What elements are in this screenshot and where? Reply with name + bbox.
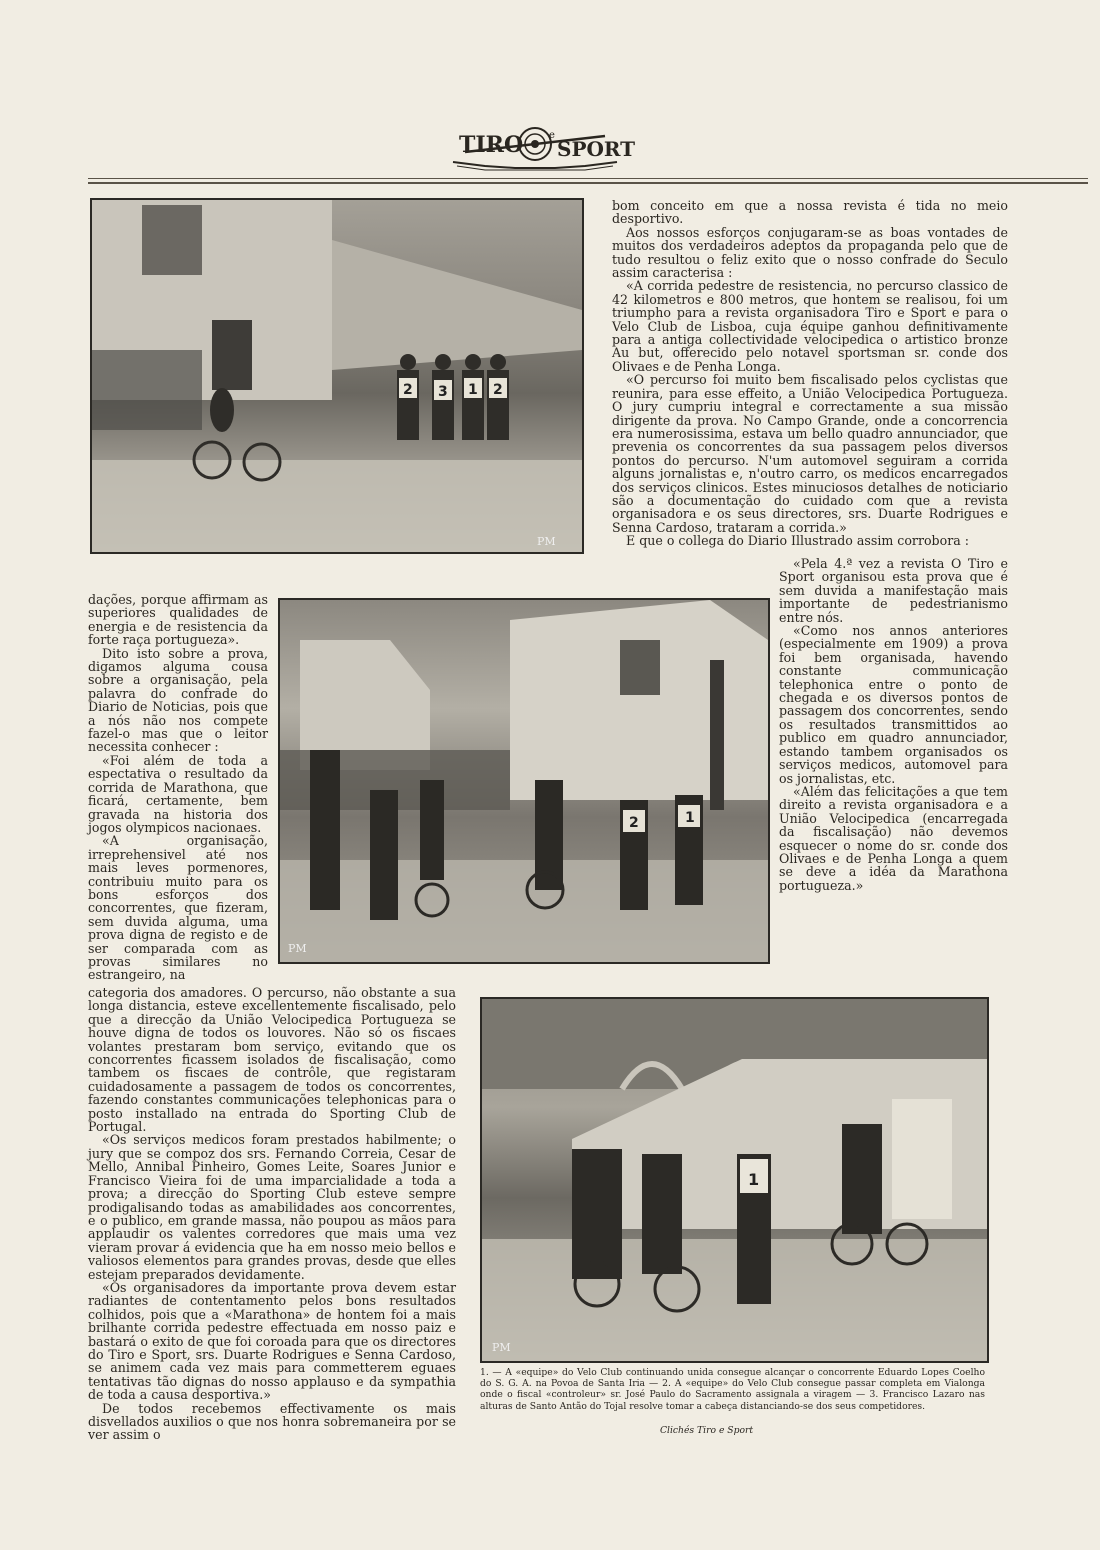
column-left-narrow <box>88 593 268 982</box>
paragraph: dações, porque affirmam as superiores qualidades de energia e de resistencia da forte raça portugueza». <box>88 592 268 648</box>
photo-credit: Clichés Tiro e Sport <box>660 1425 754 1436</box>
paragraph: Aos nossos esforços conjugaram-se as boas vontades de muitos dos verdadeiros adeptos da propaganda pelo que de tudo resultou o feliz exito que o nosso confrade do Seculo assim caracterisa : <box>612 224 1008 281</box>
paragraph: «A corrida pedestre de resistencia, no percurso classico de 42 kilometros e 800 metros, que hontem se realisou, foi um triumpho para a revista organisadora Tiro e Sport e para o Velo Club de Lisboa, cuja équipe ganhou definitivamente para a antiga collectividade velocipedica o artistico bronze Au but, offerecido pelo notavel sportsman sr. conde dos Olivaes e de Penha Longa. <box>612 278 1008 374</box>
svg-text:e: e <box>549 130 555 141</box>
bib-number: 3 <box>438 384 448 400</box>
svg-text:TIRO: TIRO <box>459 132 524 158</box>
masthead-logo <box>445 122 636 174</box>
paragraph: «Além das felicitações a que tem direito a revista organisadora e a União Velocipedica (encarregada da fiscalisação) não devemos esquecer o nome do sr. conde dos Olivaes e de Penha Longa a quem se deve a idéa da Marathona portugueza.» <box>779 783 1008 893</box>
paragraph: «O percurso foi muito bem fiscalisado pelos cyclistas que reunira, para esse effeito, a União Velocipedica Portugueza. O jury cumpriu integral e correctamente a sua missão dirigente da prova. No Campo Grande, onde a concorrencia era numerosissima, estava um bello quadro annunciador, que prevenia os concorrentes da sua passagem pelos diversos pontos do percurso. N'um automovel seguiram a corrida alguns jornalistas e, n'outro carro, os medicos encarregados dos serviços clinicos. Estes minuciosos detalhes de noticiario são a documentação do cuidado com que a revista organisadora e os seus directores, srs. Duarte Rodrigues e Senna Cardoso, trataram a corrida.» <box>612 372 1008 535</box>
paragraph: «Como nos annos anteriores (especialmente em 1909) a prova foi bem organisada, havendo constante communicação telephonica entre o ponto de chegada e os diversos pontos de passagem dos concorrentes, sendo os resultados transmittidos ao publico em quadro annunciador, estando tambem organisados os serviços medicos, automovel para os jornalistas, etc. <box>779 623 1008 786</box>
paragraph: «A organisação, irreprehensivel até nos mais leves pormenores, contribuiu muito para os bons esforços dos concorrentes, que fizeram, sem duvida alguma, uma prova digna de registo e de ser comparada com as provas similares no estrangeiro, na <box>88 833 268 983</box>
photographer-monogram: PM <box>492 1341 511 1354</box>
column-left-wide <box>88 986 456 1442</box>
photo-runners-village-street <box>90 198 584 554</box>
photographer-monogram: PM <box>288 942 307 955</box>
paragraph: «Foi além de toda a espectativa o resultado da corrida de Marathona, que ficará, certamente, bem gravada na historia dos jogos olympicos nacionaes. <box>88 752 268 835</box>
paragraph: «Os serviços medicos foram prestados habilmente; o jury que se compoz dos srs. Fernando Correia, Cesar de Mello, Annibal Pinheiro, Gomes Leite, Soares Junior e Francisco Vieira foi de uma imparcialidade a toda a prova; a direcção do Sporting Club esteve sempre prodigalisando todas as amabilidades aos concorrentes, e o publico, em grande massa, não poupou as mãos para applaudir os valentes corredores que mais uma vez vieram provar á evidencia que ha em nosso meio bellos e valiosos elementos para grandes provas, desde que elles estejam preparados devidamente. <box>88 1132 456 1282</box>
photo-caption: 1. — A «equipe» do Velo Club continuando unida consegue alcançar o concorrente Eduardo Lopes Coelho do S. G. A. na Povoa de Santa Iria — 2. A «equipe» do Velo Club consegue passar completa em Vialonga onde o fiscal «controleur» sr. José Paulo do Sacramento assignala a viragem — 3. Francisco Lazaro nas alturas de Santo Antão do Tojal resolve tomar a cabeça distanciando-se dos seus competidores. <box>480 1367 985 1412</box>
bib-number: 2 <box>403 382 413 398</box>
bib-number: 1 <box>748 1170 760 1189</box>
bib-number: 1 <box>468 382 478 398</box>
bib-number: 1 <box>685 810 695 826</box>
paragraph: De todos recebemos effectivamente os mais disvellados auxilios o que nos honra sobremaneira por se ver assim o <box>88 1400 456 1443</box>
paragraph: categoria dos amadores. O percurso, não obstante a sua longa distancia, esteve excellentemente fiscalisado, pelo que a direcção da União Velocipedica Portugueza se houve digna de todos os louvores. Não só os fiscaes volantes prestaram bom serviço, evitando que os concorrentes ficassem isolados de fiscalisação, como tambem os fiscaes de contrôle, que registaram cuidadosamente a passagem de todos os concorrentes, fazendo constantes communicações telephonicas para o posto installado na entrada do Sporting Club de Portugal. <box>88 985 456 1135</box>
header-rule-top <box>88 178 1088 179</box>
paragraph: «Pela 4.ª vez a revista O Tiro e Sport organisou esta prova que é sem duvida a manifestação mais importante de pedestrianismo entre nós. <box>779 556 1008 625</box>
column-right-mid <box>779 557 1008 892</box>
paragraph: «Os organisadores da importante prova devem estar radiantes de contentamento pelos bons resultados colhidos, pois que a «Marathona» de hontem foi a mais brilhante corrida pedestre effectuada em nosso paiz e bastará o exito de que foi coroada para que os directores do Tiro e Sport, srs. Duarte Rodrigues e Senna Cardoso, se animem cada vez mais para commetterem eguaes tentativas tão dignas do nosso applauso e da sympathia de toda a causa desportiva.» <box>88 1279 456 1403</box>
photographer-monogram: PM <box>537 535 556 548</box>
photo-lazaro-leading <box>480 997 989 1363</box>
paragraph: E que o collega do Diario Illustrado assim corrobora : <box>626 533 969 549</box>
photo-cyclists-white-buildings <box>278 598 770 964</box>
bib-number: 2 <box>493 382 503 398</box>
header-rule-bottom <box>88 182 1088 184</box>
bib-number: 2 <box>629 815 639 831</box>
paragraph: Dito isto sobre a prova, digamos alguma cousa sobre a organisação, pela palavra do confrade do Diario de Noticias, pois que a nós não nos compete fazel-o mas que o leitor necessita conhecer : <box>88 645 268 755</box>
column-right-top <box>612 199 1008 548</box>
paragraph: bom conceito em que a nossa revista é tida no meio desportivo. <box>612 198 1008 227</box>
svg-text:SPORT: SPORT <box>557 137 636 161</box>
